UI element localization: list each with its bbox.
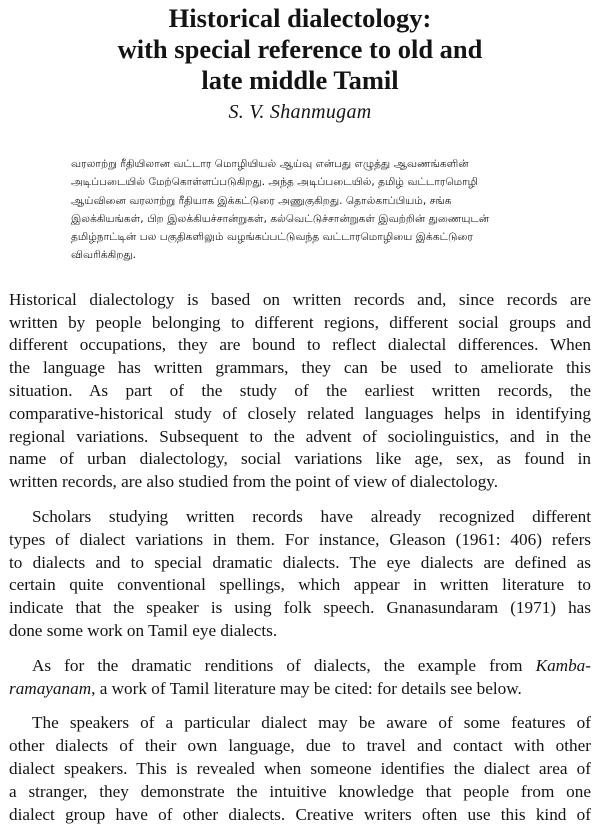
paragraph-line: written by people belonging to different regions, different social groups and <box>9 312 591 332</box>
paragraph-line: comparative-historical study of closely related languages helps in identifying <box>9 403 591 423</box>
paragraph-line: written records, are also studied from the point of view of dialectology. <box>9 472 499 492</box>
work-title-italic: ramayanam <box>9 678 92 698</box>
title-line: late middle Tamil <box>201 65 399 95</box>
abstract-line: இலக்கியங்கள், பிற இலக்கியச்சான்றுகள், கல்வெட்டுச்சான்றுகள் இவற்றின் துணையுடன் <box>71 212 490 225</box>
paragraph-line: other dialects of their own language, due to travel and contact with other <box>9 736 591 756</box>
text-run: As for the dramatic renditions of dialects, the example from <box>32 655 536 675</box>
body-paragraph <box>9 506 591 643</box>
paragraph-line: Scholars studying written records have already recognized different <box>32 506 591 526</box>
paragraph-line: regional variations. Subsequent to the advent of sociolinguistics, and in the <box>9 426 591 446</box>
paragraph-line: to dialects and to special dramatic dialects. The eye dialects are defined as <box>9 552 591 572</box>
paragraph-line <box>9 678 591 701</box>
paragraph-line: indicate that the speaker is using folk speech. Gnanasundaram (1971) has <box>9 598 591 618</box>
paragraph-line: different occupations, they are bound to reflect dialectal differences. When <box>9 335 591 355</box>
paragraph-line: a stranger, they demonstrate the intuitive knowledge that people from one <box>9 781 591 801</box>
article-body <box>9 289 591 827</box>
paragraph-line: the language has written grammars, they can be used to ameliorate this <box>9 358 591 378</box>
abstract-line: வரலாற்று ரீதியிலான வட்டார மொழியியல் ஆய்வு என்பது எழுத்து ஆவணங்களின் <box>71 158 469 170</box>
paragraph-line: Historical dialectology is based on written records and, since records are <box>9 289 591 309</box>
abstract-line: ஆய்வினை வரலாற்று ரீதியாக இக்கட்டுரை அணுகுகிறது. தொல்காப்பியம், சங்க <box>71 194 452 207</box>
body-paragraph <box>9 655 591 701</box>
paragraph-line <box>9 655 591 678</box>
work-title-italic: Kamba- <box>535 655 591 675</box>
tamil-abstract <box>9 155 591 265</box>
abstract-line: அடிப்படையில் மேற்கொள்ளப்படுகிறது. அந்த அடிப்படையில், தமிழ் வட்டாரமொழி <box>71 176 479 189</box>
paragraph-line: types of dialect variations in them. For instance, Gleason (1961: 406) refers <box>9 529 591 549</box>
body-paragraph <box>9 289 591 494</box>
paragraph-line: situation. As part of the study of the earliest written records, the <box>9 380 591 400</box>
author-name: S. V. Shanmugam <box>228 101 372 123</box>
text-run: , a work of Tamil literature may be cited: for details see below. <box>91 678 522 698</box>
title-line: with special reference to old and <box>117 34 483 64</box>
paragraph-line: dialect speakers. This is revealed when someone identifies the dialect area of <box>9 758 591 778</box>
article-title <box>9 3 591 96</box>
abstract-line: தமிழ்நாட்டின் பல பகுதிகளிலும் வழங்கப்பட்டுவந்த வட்டாரமொழியை இக்கட்டுரை <box>71 231 473 244</box>
body-paragraph <box>9 712 591 826</box>
paragraph-line: done some work on Tamil eye dialects. <box>9 620 278 640</box>
paragraph-line: name of urban dialectology, social variations like age, sex, as found in <box>9 449 591 469</box>
abstract-line: விவரிக்கிறது. <box>71 249 137 262</box>
paragraph-line: dialect group have of other dialects. Creative writers often use this kind of <box>9 804 591 824</box>
title-line: Historical dialectology: <box>168 3 432 33</box>
paragraph-line: certain quite conventional spellings, which appear in written literature to <box>9 575 591 595</box>
paragraph-line: The speakers of a particular dialect may be aware of some features of <box>32 713 591 733</box>
